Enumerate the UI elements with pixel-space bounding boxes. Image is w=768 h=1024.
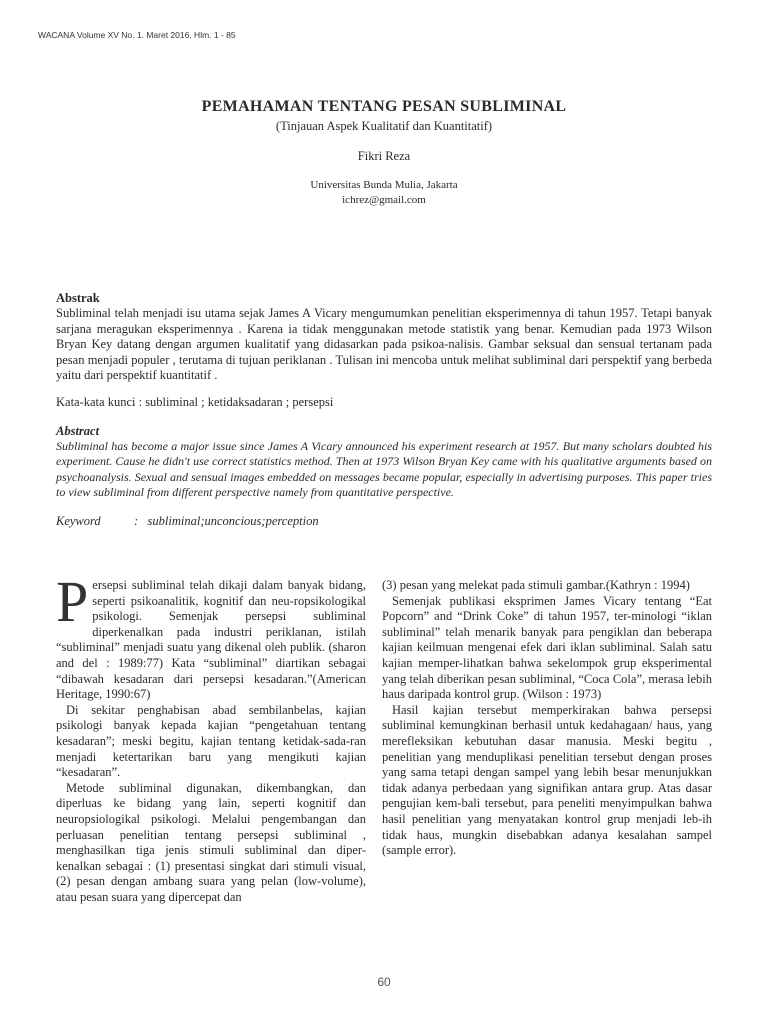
running-head: WACANA Volume XV No. 1. Maret 2016, Hlm. 1 - 85 <box>38 30 236 40</box>
body-paragraph: (3) pesan yang melekat pada stimuli gambar.(Kathryn : 1994) <box>382 578 690 592</box>
title-block <box>0 96 768 208</box>
paper-subtitle: (Tinjauan Aspek Kualitatif dan Kuantitatif) <box>275 119 493 133</box>
abstract-heading: Abstract <box>56 423 100 438</box>
keyword-label: Keyword <box>56 513 101 528</box>
body-paragraph <box>56 569 366 703</box>
affiliation: Universitas Bunda Mulia, Jakarta <box>310 179 458 191</box>
body-paragraph: Semenjak publikasi eksprimen James Vicary tentang “Eat Popcorn” and “Drink Coke” di tahun 1957, ter-minologi “iklan subliminal” telah menarik banyak para pengiklan dan beberapa kajian keilmuan mengenai efek dari iklan subliminal. Salah satu kajian memper-lihatkan bahwa sekelompok grup eksperimental yang telah diberikan pesan subliminal, “Coca Cola”, merasa lebih haus daripada kontrol grup. (Wilson : 1973) <box>382 593 712 702</box>
abstract-keywords <box>56 513 712 529</box>
keyword-separator: : <box>134 513 139 528</box>
abstract-section <box>56 291 712 529</box>
drop-cap: P <box>56 569 89 634</box>
paragraph-text: ersepsi subliminal telah dikaji dalam banyak bidang, seperti psikoanalitik, kognitif dan neu-ropsikologikal psikologi. Semenjak persepsi subliminal diperkenalkan pada industri periklanan, istilah “subliminal” menjadi suatu yang dikenal oleh publik. (sharon and del : 1989:77) Kata “subliminal” diartikan sebagai “dibawah kesadaran dari persepsi kesadaran.”(American Heritage, 1990:67) <box>56 578 366 702</box>
body-paragraph: Metode subliminal digunakan, dikembangkan, dan diperluas ke bidang yang lain, seperti kognitif dan neuropsiologikal psikologi. Melalui pengembangan dan perluasan penelitian tentang persepsi subliminal , menghasilkan tiga jenis stimuli subliminal dan diper-kenalkan sebagai : (1) presentasi singkat dari stimuli visual, (2) pesan dengan ambang suara yang pelan (low-volume), atau pesan suara yang dipercepat dan <box>56 780 366 904</box>
abstrak-heading: Abstrak <box>56 291 100 305</box>
body-column-right <box>382 578 712 859</box>
body-paragraph: Hasil kajian tersebut memperkirakan bahwa persepsi subliminal kemungkinan berhasil untuk kedahagaan/ haus, yang merefleksikan kebutuhan dasar manusia. Meski begitu , penelitian yang menduplikasi penelitian tersebut dengan proses yang sama tetapi dengan sampel yang lebih besar menunjukkan tidak adanya perbedaan yang signifikan antara grup. Atas dasar pengujian kem-bali tersebut, para peneliti menyimpulkan bahwa hasil penelitian yang menyatakan kontrol grup menjadi leb-ih tidak haus, mungkin disebabkan adanya kesalahan sampel (sample error). <box>382 702 712 858</box>
body-paragraph: Di sekitar penghabisan abad sembilanbelas, kajian psikologi banyak kepada kajian “pengetahuan tentang kesadaran”; meski begitu, kajian tentang ketidak-sada-ran menjadi ketertarikan baru yang mengikuti kajian “kesadaran”. <box>56 702 366 780</box>
abstract-text: Subliminal has become a major issue since James A Vicary announced his experiment research at 1957. But many scholars doubted his experiment. Cause he didn't use correct statistics method. Then at 1973 Wilson Bryan Key came with his qualitative arguments based on psychoanalysis. Sexual and sensual images embedded on messages became popular, especially in advertising purposes. This paper tries to view subliminal from different perspective namely from quantitative perspective. <box>56 438 712 499</box>
author-email: ichrez@gmail.com <box>342 194 426 206</box>
page-number: 60 <box>377 975 391 989</box>
abstrak-text: Subliminal telah menjadi isu utama sejak James A Vicary mengumumkan penelitian eksperimennya di tahun 1957. Tetapi banyak sarjana meragukan eksperimennya . Karena ia tidak menggunakan metode statistik yang benar. Kemudian pada 1973 Wilson Bryan Key datang dengan argumen kualitatif yang didasarkan pada psikoa-nalisis. Gambar seksual dan sensual tertanam pada pesan menjadi populer , terutama di tujuan periklanan . Tulisan ini mencoba untuk melihat subliminal dari perspektif yang berbeda yaitu dari perspektif kuantitatif . <box>56 306 712 382</box>
paper-title: PEMAHAMAN TENTANG PESAN SUBLIMINAL <box>201 98 567 115</box>
abstrak-keywords: Kata-kata kunci : subliminal ; ketidaksadaran ; persepsi <box>56 394 334 409</box>
author-name: Fikri Reza <box>357 149 411 163</box>
keyword-list: subliminal;unconcious;perception <box>147 513 319 528</box>
body-column-left <box>56 569 366 905</box>
